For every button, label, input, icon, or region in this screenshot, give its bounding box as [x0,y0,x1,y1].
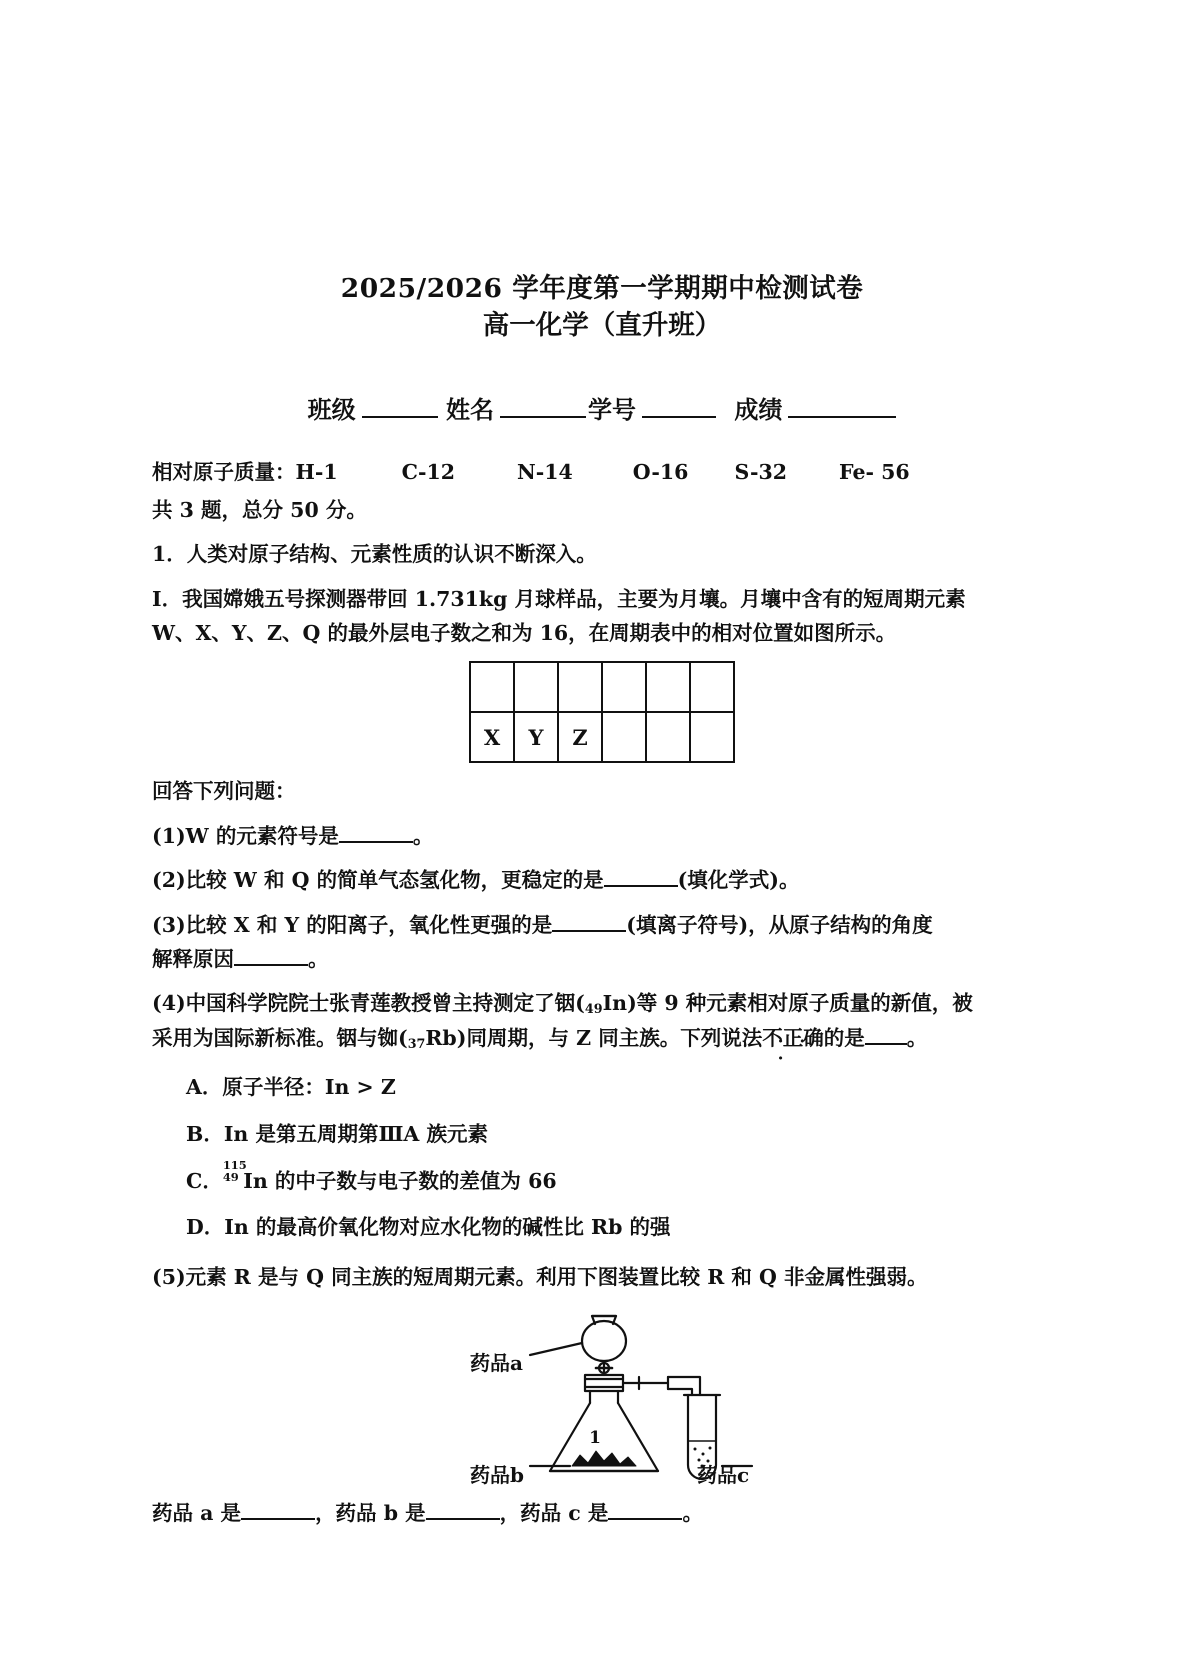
reagent-b-blank[interactable] [426,1518,500,1520]
fill-p2: ，药品 b 是 [315,1501,426,1526]
question1-stem: 1．人类对原子结构、元素性质的认识不断深入。 [152,542,597,567]
question1-part1-line2: W、X、Y、Z、Q 的最外层电子数之和为 16，在周期表中的相对位置如图所示。 [152,621,897,645]
rubidium-atomic-number: 37 [407,1035,426,1051]
student-info-line [152,390,1052,425]
question1-sub4-line1 [152,987,1052,1019]
rubber-stopper [585,1375,623,1391]
option-a-text: 原子半径：In > Z [222,1075,396,1099]
option-c[interactable] [186,1157,1052,1197]
page-subtitle: 高一化学（直升班） [482,309,722,341]
page-content [152,0,1052,1530]
student-id-label: 学号 [588,394,636,424]
funnel-bulb [582,1321,626,1361]
name-label: 姓名 [446,394,494,424]
question1-sub2 [152,864,1052,896]
name-blank[interactable] [500,416,586,418]
sub2-answer-blank[interactable] [604,885,678,887]
indium-symbol: In [602,991,628,1016]
cell-r2c2: Y [514,712,558,762]
sub3-prefix: (3)比较 X 和 Y 的阳离子，氧化性更强的是 [152,912,553,937]
sub3-line2-prefix: 解释原因 [152,946,234,971]
sub3-mid: (填离子符号)，从原子结构的角度 [626,912,933,937]
periodic-table-figure [152,661,1052,763]
page-title: 2025/2026 学年度第一学期期中检测试卷 [340,273,864,304]
sub3-answer-blank-1[interactable] [552,930,626,932]
atomic-mass-h: H-1 [295,459,338,484]
question1-sub1 [152,820,1052,852]
option-c-letter: C． [186,1168,223,1193]
reagent-a-blank[interactable] [241,1518,315,1520]
cell-r2c5 [646,712,690,762]
sub3-suffix: 。 [308,946,329,971]
class-label: 班级 [307,394,356,424]
question1-sub3-line2 [152,943,1052,975]
label-reagent-a: 药品a [470,1351,523,1376]
page-number: 1 [589,1428,601,1448]
summary-line: 共 3 题，总分 50 分。 [152,497,367,522]
option-d-letter: D． [186,1215,225,1240]
label-reagent-c: 药品c [697,1463,750,1488]
option-b[interactable] [186,1119,1052,1150]
sub1-prefix: (1)W 的元素符号是 [152,823,339,848]
table-row [470,662,734,712]
label-reagent-b: 药品b [470,1463,524,1488]
sub3-answer-blank-2[interactable] [234,964,308,966]
atomic-mass-prefix: 相对原子质量： [152,459,296,484]
sub4-line1a: (4)中国科学院院士张青莲教授曾主持测定了铟( [152,991,585,1016]
periodic-position-table [469,661,735,763]
atomic-mass-line [152,455,1052,485]
indium-115-nuclide [222,1157,247,1188]
sub1-answer-blank[interactable] [339,841,413,843]
atomic-mass-o: O-16 [632,459,689,484]
fill-p4: 。 [682,1501,703,1526]
table-row [470,712,734,762]
question1-sub3 [152,909,1052,941]
cell-r2c4 [602,712,646,762]
indium-atomic-number: 49 [584,1001,603,1017]
sub4-line1b: )等 9 种元素相对原子质量的新值，被 [627,991,973,1016]
answer-prompt: 回答下列问题： [152,779,296,804]
leader-line-a [530,1343,582,1355]
sub4-line2b: )同周期，与 Z 同主族。下列说法 [456,1025,763,1050]
reagent-fill-line [152,1497,1052,1529]
document-title-block [152,272,1052,344]
sub2-suffix: (填化学式)。 [677,868,800,893]
sub4-line2a: 采用为国际新标准。铟与铷( [152,1025,408,1050]
option-d-text: In 的最高价氧化物对应水化物的碱性比 Rb 的强 [224,1215,671,1240]
class-blank[interactable] [362,416,438,418]
cell-r2c1: X [470,712,514,762]
sub4-line2c: 的是 [823,1025,865,1050]
question1-part1-line1: I．我国嫦娥五号探测器带回 1.731kg 月球样品，主要为月壤。月壤中含有的短周期元素 [152,586,966,611]
student-id-blank[interactable] [642,416,716,418]
question1-sub5: (5)元素 R 是与 Q 同主族的短周期元素。利用下图装置比较 R 和 Q 非金属性强弱。 [152,1265,928,1289]
apparatus-figure [152,1303,1052,1493]
nuclide-mass-number: 115 [222,1157,247,1172]
solid-reagent-b [572,1451,636,1466]
option-b-letter: B． [186,1121,224,1146]
option-a-letter: A． [186,1075,223,1099]
atomic-mass-fe: Fe- 56 [839,459,910,484]
cell-r2c3: Z [558,712,602,762]
cell-r1c1 [470,662,514,712]
cell-r2c6 [690,712,734,762]
cell-r1c5 [646,662,690,712]
emphasis-incorrect: 不正确 · · · [762,1022,824,1054]
sub1-suffix: 。 [412,823,434,848]
sub4-line2d: 。 [906,1025,928,1050]
fill-p1: 药品 a 是 [152,1501,242,1526]
atomic-mass-n: N-14 [517,459,573,484]
atomic-mass-c: C-12 [401,459,456,484]
nuclide-atomic-number: 49 [222,1169,239,1184]
cell-r1c3 [558,662,602,712]
cell-r1c6 [690,662,734,712]
apparatus-diagram [152,1303,1052,1493]
option-b-text: In 是第五周期第ⅢA 族元素 [223,1121,488,1146]
rubidium-symbol: Rb [425,1025,457,1050]
sub4-answer-blank[interactable] [865,1043,907,1045]
atomic-mass-s: S-32 [734,459,788,484]
score-blank[interactable] [788,416,896,418]
reagent-c-blank[interactable] [608,1518,682,1520]
question1-sub4-line2 [152,1022,1052,1054]
option-a[interactable] [186,1072,1052,1103]
fill-p3: ，药品 c 是 [499,1501,609,1526]
cell-r1c2 [514,662,558,712]
option-c-text: 的中子数与电子数的差值为 66 [267,1168,557,1193]
option-d[interactable] [186,1212,1052,1243]
cell-r1c4 [602,662,646,712]
score-label: 成绩 [734,394,783,424]
nuclide-symbol: In [243,1168,268,1193]
sub2-prefix: (2)比较 W 和 Q 的简单气态氢化物，更稳定的是 [152,868,604,893]
